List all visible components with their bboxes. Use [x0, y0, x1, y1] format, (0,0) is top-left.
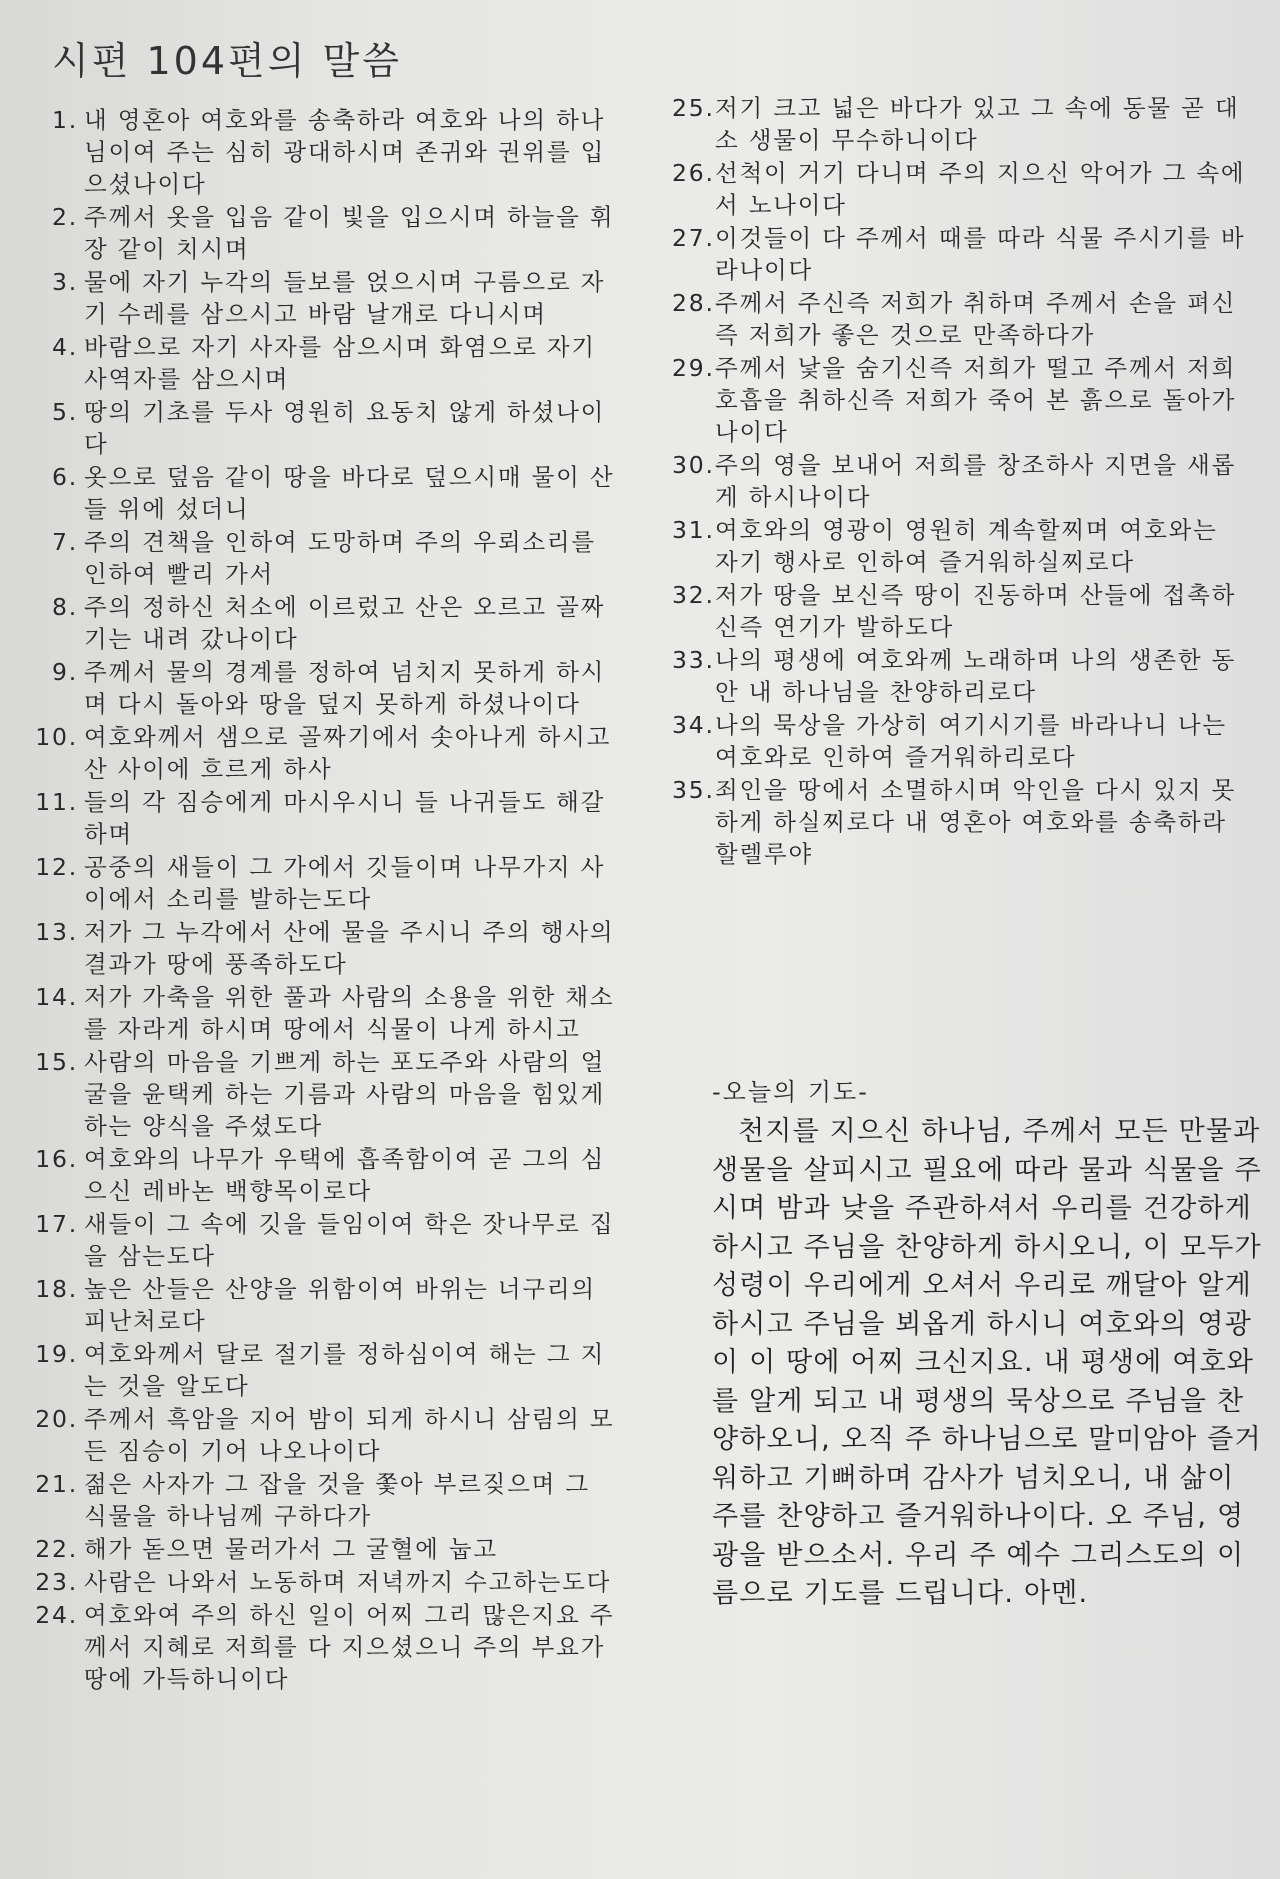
- verse-text: 저가 그 누각에서 산에 물을 주시니 주의 행사의 결과가 땅에 풍족하도다: [84, 918, 615, 978]
- verse-text: 공중의 새들이 그 가에서 깃들이며 나무가지 사이에서 소리를 발하는도다: [84, 853, 606, 913]
- verse: [22, 331, 622, 395]
- verse: [672, 287, 1247, 351]
- verse-text: 사람의 마음을 기쁘게 하는 포도주와 사람의 얼굴을 윤택케 하는 기름과 사람의 마음을 힘있게 하는 양식을 주셨도다: [84, 1048, 606, 1140]
- verse: [22, 1468, 622, 1532]
- verse-text: 이것들이 다 주께서 때를 따라 식물 주시기를 바라나이다: [715, 224, 1246, 284]
- verse-number: 4.: [51, 333, 78, 361]
- verse: [672, 222, 1247, 286]
- verse-number: 25.: [672, 94, 715, 122]
- verse-number: 24.: [35, 1601, 78, 1629]
- verse-text: 선척이 거기 다니며 주의 지으신 악어가 그 속에서 노나이다: [715, 159, 1246, 219]
- verse: [22, 526, 622, 590]
- verse-text: 저가 가축을 위한 풀과 사람의 소용을 위한 채소를 자라게 하시며 땅에서 식물이 나게 하시고: [84, 983, 615, 1043]
- verse: [22, 104, 622, 200]
- verse-number: 21.: [35, 1470, 78, 1498]
- page-title: 시편 104편의 말씀: [52, 39, 402, 83]
- verse: [22, 1403, 622, 1467]
- verses-left-column: [22, 104, 622, 1696]
- verse: [22, 981, 622, 1045]
- verse-text: 죄인을 땅에서 소멸하시며 악인을 다시 있지 못하게 하실찌로다 내 영혼아 여호와를 송축하라 할렐루야: [715, 776, 1237, 868]
- verse-text: 나의 평생에 여호와께 노래하며 나의 생존한 동안 내 하나님을 찬양하리로다: [715, 646, 1237, 706]
- verse-text: 옷으로 덮음 같이 땅을 바다로 덮으시매 물이 산들 위에 섰더니: [84, 463, 615, 523]
- verse: [22, 916, 622, 980]
- verse-number: 5.: [51, 398, 78, 426]
- prayer-body: 천지를 지으신 하나님, 주께서 모든 만물과 생물을 살피시고 필요에 따라 물과 식물을 주시며 밤과 낮을 주관하셔서 우리를 건강하게 하시고 주님을 찬양하게 하시오니, 이 모두가 성령이 우리에게 오셔서 우리로 깨달아 알게 하시고 주님을 뵈옵게 하시니 여호와의 영광이 이 땅에 어찌 크신지요. 내 평생에 여호와를 알게 되고 내 평생의 묵상으로 주님을 찬양하오니, 오직 주 하나님으로 말미암아 즐거워하고 기뻐하며 감사가 넘치오니, 내 삶이 주를 찬양하고 즐거워하나이다. 오 주님, 영광을 받으소서. 우리 주 예수 그리스도의 이름으로 기도를 드립니다. 아멘.: [712, 1116, 1262, 1609]
- verse-text: 주께서 물의 경계를 정하여 넘치지 못하게 하시며 다시 돌아와 땅을 덮지 못하게 하셨나이다: [84, 658, 606, 718]
- verse-text: 여호와의 영광이 영원히 계속할찌며 여호와는 자기 행사로 인하여 즐거워하실찌로다: [715, 516, 1218, 576]
- verse: [22, 266, 622, 330]
- verse: [22, 201, 622, 265]
- verse-text: 저가 땅을 보신즉 땅이 진동하며 산들에 접촉하신즉 연기가 발하도다: [715, 581, 1237, 641]
- verse: [22, 396, 622, 460]
- verse-number: 32.: [672, 581, 715, 609]
- verse-number: 26.: [672, 159, 715, 187]
- verse-number: 29.: [672, 354, 715, 382]
- verse-text: 물에 자기 누각의 들보를 얹으시며 구름으로 자기 수레를 삼으시고 바람 날개로 다니시며: [84, 268, 606, 328]
- verse-text: 주께서 낯을 숨기신즉 저희가 떨고 주께서 저희 호흡을 취하신즉 저희가 죽어 본 흙으로 돌아가나이다: [715, 354, 1237, 446]
- verse-text: 여호와의 나무가 우택에 흡족함이여 곧 그의 심으신 레바논 백향목이로다: [84, 1145, 606, 1205]
- verse: [22, 461, 622, 525]
- verse: [672, 449, 1247, 513]
- verse-number: 3.: [51, 268, 78, 296]
- verse-text: 저기 크고 넓은 바다가 있고 그 속에 동물 곧 대소 생물이 무수하니이다: [715, 94, 1240, 154]
- verse: [672, 92, 1247, 156]
- verse: [22, 1143, 622, 1207]
- verse: [672, 579, 1247, 643]
- verse: [22, 1208, 622, 1272]
- verse: [672, 514, 1247, 578]
- verse-number: 7.: [51, 528, 78, 556]
- verse-number: 1.: [51, 106, 78, 134]
- verse-number: 28.: [672, 289, 715, 317]
- verse-text: 여호와여 주의 하신 일이 어찌 그리 많은지요 주께서 지혜로 저희를 다 지으셨으니 주의 부요가 땅에 가득하니이다: [84, 1601, 615, 1693]
- verse-text: 여호와께서 달로 절기를 정하심이여 해는 그 지는 것을 알도다: [84, 1340, 606, 1400]
- prayer-section: [712, 1072, 1267, 1614]
- verse-number: 19.: [35, 1340, 78, 1368]
- verse-text: 새들이 그 속에 깃을 들임이여 학은 잣나무로 집을 삼는도다: [84, 1210, 615, 1270]
- verse-number: 6.: [51, 463, 78, 491]
- verse: [22, 851, 622, 915]
- verse: [22, 1599, 622, 1695]
- verse-text: 나의 묵상을 가상히 여기시기를 바라나니 나는 여호와로 인하여 즐거워하리로다: [715, 711, 1227, 771]
- verse: [22, 786, 622, 850]
- verse-text: 여호와께서 샘으로 골짜기에서 솟아나게 하시고 산 사이에 흐르게 하사: [84, 723, 612, 783]
- verse-number: 27.: [672, 224, 715, 252]
- verse: [672, 352, 1247, 448]
- verse-number: 14.: [35, 983, 78, 1011]
- verse-text: 주께서 흑암을 지어 밤이 되게 하시니 삼림의 모든 짐승이 기어 나오나이다: [84, 1405, 615, 1465]
- verse: [22, 1338, 622, 1402]
- verse-text: 바람으로 자기 사자를 삼으시며 화염으로 자기 사역자를 삼으시며: [84, 333, 596, 393]
- verse-number: 31.: [672, 516, 715, 544]
- verse: [672, 774, 1247, 870]
- verse-text: 높은 산들은 산양을 위함이여 바위는 너구리의 피난처로다: [84, 1275, 596, 1335]
- verse-number: 17.: [35, 1210, 78, 1238]
- verse: [672, 709, 1247, 773]
- verse-number: 9.: [51, 658, 78, 686]
- verse-number: 34.: [672, 711, 715, 739]
- verse-text: 주의 정하신 처소에 이르렀고 산은 오르고 골짜기는 내려 갔나이다: [84, 593, 606, 653]
- verse-text: 주께서 옷을 입음 같이 빛을 입으시며 하늘을 휘장 같이 치시며: [84, 203, 615, 263]
- verse-text: 해가 돋으면 물러가서 그 굴혈에 눕고: [84, 1535, 498, 1563]
- verse-number: 16.: [35, 1145, 78, 1173]
- verse: [22, 1273, 622, 1337]
- verse: [22, 591, 622, 655]
- verse-number: 22.: [35, 1535, 78, 1563]
- verse: [672, 157, 1247, 221]
- verse-text: 주의 견책을 인하여 도망하며 주의 우뢰소리를 인하여 빨리 가서: [84, 528, 596, 588]
- verse: [22, 1566, 622, 1598]
- verse-number: 20.: [35, 1405, 78, 1433]
- verse-text: 땅의 기초를 두사 영원히 요동치 않게 하셨나이다: [84, 398, 606, 458]
- verse-number: 10.: [35, 723, 78, 751]
- verse-text: 들의 각 짐승에게 마시우시니 들 나귀들도 해갈하며: [84, 788, 606, 848]
- verse: [22, 1533, 622, 1565]
- verse-number: 30.: [672, 451, 715, 479]
- verse-number: 18.: [35, 1275, 78, 1303]
- verse-number: 2.: [51, 203, 78, 231]
- verse-text: 젊은 사자가 그 잡을 것을 쫓아 부르짖으며 그 식물을 하나님께 구하다가: [84, 1470, 590, 1530]
- verse-number: 12.: [35, 853, 78, 881]
- verse-number: 23.: [35, 1568, 78, 1596]
- verse-number: 33.: [672, 646, 715, 674]
- verses-right-column: [672, 92, 1247, 871]
- verse-number: 13.: [35, 918, 78, 946]
- prayer-heading: -오늘의 기도-: [712, 1078, 869, 1106]
- verse-number: 8.: [51, 593, 78, 621]
- verse-number: 35.: [672, 776, 715, 804]
- verse: [22, 721, 622, 785]
- verse-text: 내 영혼아 여호와를 송축하라 여호와 나의 하나님이여 주는 심히 광대하시며 존귀와 권위를 입으셨나이다: [84, 106, 606, 198]
- verse-text: 주의 영을 보내어 저희를 창조하사 지면을 새롭게 하시나이다: [715, 451, 1237, 511]
- verse-number: 11.: [35, 788, 78, 816]
- verse-number: 15.: [35, 1048, 78, 1076]
- verse: [672, 644, 1247, 708]
- verse: [22, 1046, 622, 1142]
- verse: [22, 656, 622, 720]
- verse-text: 사람은 나와서 노동하며 저녁까지 수고하는도다: [84, 1568, 612, 1596]
- verse-text: 주께서 주신즉 저희가 취하며 주께서 손을 펴신즉 저희가 좋은 것으로 만족하다가: [715, 289, 1237, 349]
